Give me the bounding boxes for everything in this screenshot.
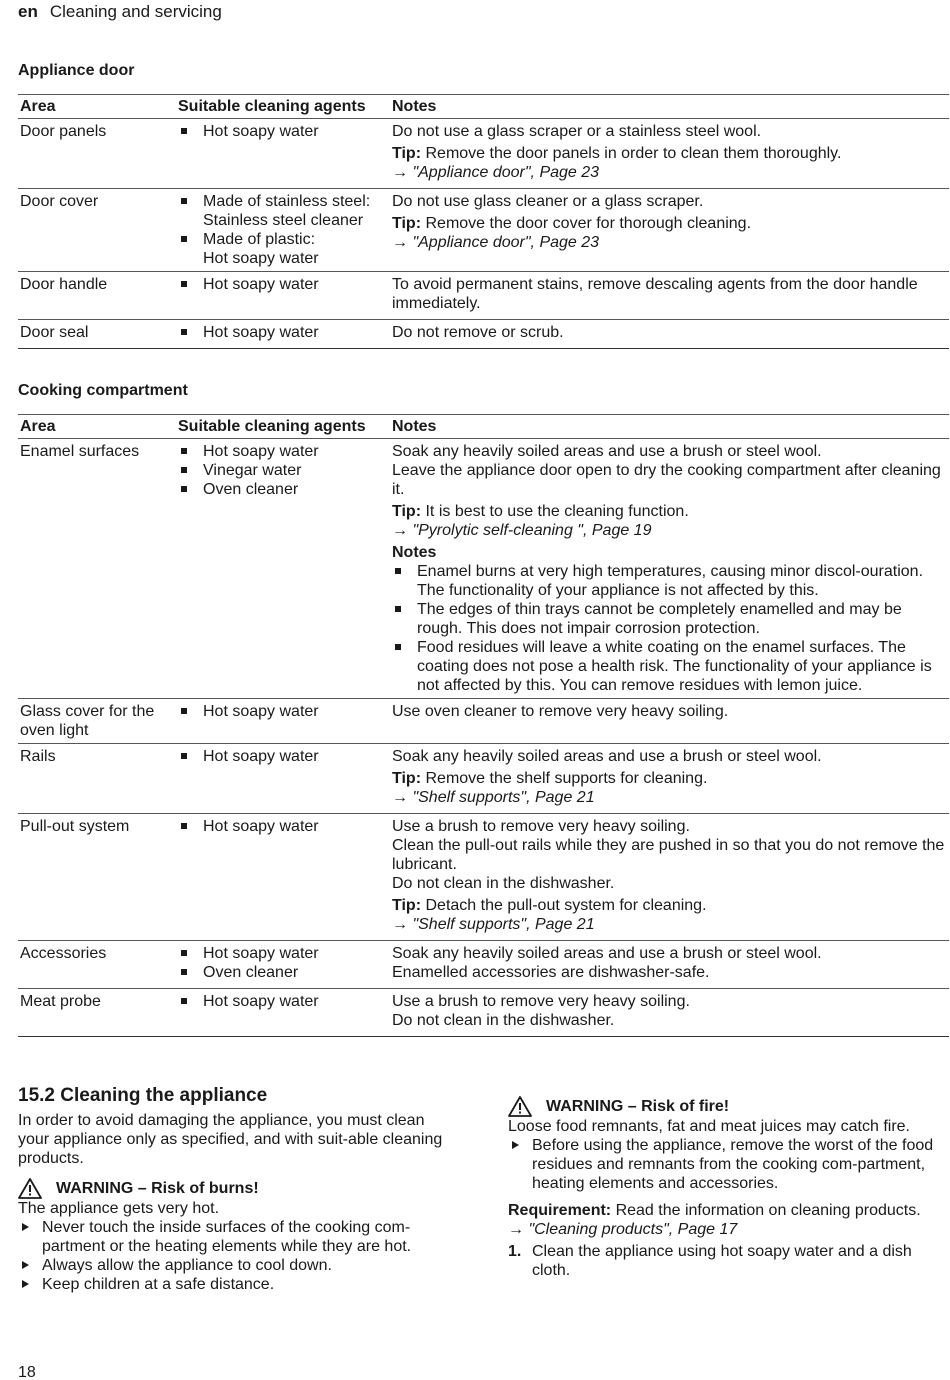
agents-list [178,817,388,836]
table-row [18,439,949,699]
notes-cell [390,272,949,320]
section-heading: 15.2 Cleaning the appliance [18,1085,268,1106]
column-header: Suitable cleaning agents [176,95,390,119]
tip-label: Tip: [392,770,422,787]
appliance-door-title: Appliance door [18,62,135,79]
tip-text [392,769,947,788]
agents-list [178,192,388,268]
list-item: Always allow the appliance to cool down. [18,1256,458,1275]
list-item: Before using the appliance, remove the worst of the food residues and remnants from the cooking com-partment, heating elements and accessories. [508,1136,948,1193]
agent-item: Hot soapy water [178,992,388,1011]
tip-body: Remove the door panels in order to clean them thoroughly. [425,145,842,162]
cross-reference-link[interactable]: → "Pyrolytic self-cleaning ", Page 19 [392,522,652,539]
fire-warning-list [508,1136,948,1193]
tip-body: It is best to use the cleaning function. [425,503,689,520]
note-text: Soak any heavily soiled areas and use a brush or steel wool. Leave the appliance door open to dry the cooking compartment after cleaning it. [392,443,941,498]
requirement-link[interactable]: → "Cleaning products", Page 17 [508,1221,738,1238]
table-row [18,119,949,189]
language-code: en [18,2,38,21]
tip-label: Tip: [392,503,422,520]
agents-cell [176,272,390,320]
area-cell: Door handle [18,272,176,320]
note-bullet: Enamel burns at very high temperatures, causing minor discol-ouration. The functionality of your appliance is not affected by this. [392,562,947,600]
agents-cell [176,189,390,272]
note-text: Do not use a glass scraper or a stainless steel wool. [392,123,762,140]
area-cell: Door seal [18,320,176,349]
notes-cell [390,439,949,699]
agent-item: Made of stainless steel: Stainless steel cleaner [178,192,388,230]
agents-list [178,944,388,982]
notes-cell [390,189,949,272]
cross-reference-link[interactable]: → "Shelf supports", Page 21 [392,916,595,933]
note-bullet: Food residues will leave a white coating on the enamel surfaces. The coating does not pose a health risk. The functionality of your appliance is not affected by this. You can remove residues with lemon juice. [392,638,947,695]
tip-body: Remove the door cover for thorough cleaning. [425,215,752,232]
table-row [18,272,949,320]
agents-cell [176,699,390,744]
tip-text [392,144,947,163]
area-cell: Enamel surfaces [18,439,176,699]
agents-list [178,747,388,766]
step-item [508,1242,948,1280]
tip-body: Detach the pull-out system for cleaning. [425,897,707,914]
tip-label: Tip: [392,897,422,914]
list-item: Keep children at a safe distance. [18,1275,458,1294]
table-row [18,744,949,814]
agent-item: Hot soapy water [178,323,388,342]
requirement-label: Requirement: [508,1202,612,1219]
step-text: Clean the appliance using hot soapy water and a dish cloth. [532,1243,912,1279]
section-name: Cleaning and servicing [49,2,222,21]
area-cell: Pull-out system [18,814,176,941]
agents-list [178,275,388,294]
note-text: Do not remove or scrub. [392,324,564,341]
table-row [18,189,949,272]
area-cell: Meat probe [18,989,176,1037]
column-header: Notes [390,415,949,439]
agent-item: Made of plastic: Hot soapy water [178,230,388,268]
notes-cell [390,744,949,814]
note-text: Soak any heavily soiled areas and use a brush or steel wool. [392,748,822,765]
notes-heading: Notes [392,544,437,561]
tip-text [392,214,947,233]
notes-cell [390,814,949,941]
step-number: 1. [508,1243,522,1260]
notes-cell [390,699,949,744]
cross-reference-link[interactable]: → "Shelf supports", Page 21 [392,789,595,806]
column-header: Area [18,95,176,119]
column-header: Suitable cleaning agents [176,415,390,439]
warning-title-text: WARNING – Risk of fire! [546,1098,730,1115]
steps-list [508,1242,948,1280]
cross-reference-link[interactable]: → "Appliance door", Page 23 [392,164,600,181]
note-text: To avoid permanent stains, remove descaling agents from the door handle immediately. [392,276,918,312]
note-text: Do not use glass cleaner or a glass scraper. [392,193,704,210]
agent-item: Hot soapy water [178,442,388,461]
agents-cell [176,989,390,1037]
agents-cell [176,320,390,349]
column-header: Notes [390,95,949,119]
note-bullet: The edges of thin trays cannot be completely enamelled and may be rough. This does not impair corrosion protection. [392,600,947,638]
burns-warning-text: The appliance gets very hot. [18,1200,220,1217]
agent-item: Hot soapy water [178,817,388,836]
agents-cell [176,814,390,941]
agent-item: Oven cleaner [178,963,388,982]
section-left-column [18,1086,458,1294]
tip-label: Tip: [392,145,422,162]
tip-text [392,896,947,915]
agent-item: Hot soapy water [178,122,388,141]
area-cell: Door cover [18,189,176,272]
burns-warning-list [18,1218,458,1294]
table-row [18,989,949,1037]
agent-item: Vinegar water [178,461,388,480]
section-right-column [508,1088,948,1280]
area-cell: Accessories [18,941,176,989]
tip-label: Tip: [392,215,422,232]
table-row [18,941,949,989]
table-row [18,814,949,941]
list-item: Never touch the inside surfaces of the cooking com-partment or the heating elements while they are hot. [18,1218,458,1256]
agent-item: Oven cleaner [178,480,388,499]
note-text: Use oven cleaner to remove very heavy soiling. [392,703,729,720]
section-intro: In order to avoid damaging the appliance, you must clean your appliance only as specified, and with suit-able cleaning products. [18,1112,443,1167]
note-text: Soak any heavily soiled areas and use a brush or steel wool. Enamelled accessories are dishwasher-safe. [392,945,822,981]
area-cell: Door panels [18,119,176,189]
cooking-compartment-table [18,414,949,1037]
notes-cell [390,941,949,989]
appliance-door-table [18,94,949,349]
notes-cell [390,119,949,189]
note-text: Use a brush to remove very heavy soiling. Do not clean in the dishwasher. [392,993,690,1029]
cooking-compartment-title: Cooking compartment [18,382,188,399]
agent-item: Hot soapy water [178,702,388,721]
agents-cell [176,941,390,989]
agents-list [178,442,388,499]
tip-text [392,502,947,521]
agents-list [178,323,388,342]
requirement-paragraph [508,1201,948,1220]
warning-title-text: WARNING – Risk of burns! [56,1180,259,1197]
page-header [18,2,222,21]
agents-list [178,992,388,1011]
table-row [18,699,949,744]
agents-cell [176,439,390,699]
fire-warning-text: Loose food remnants, fat and meat juices may catch fire. [508,1118,910,1135]
agents-cell [176,744,390,814]
note-text: Use a brush to remove very heavy soiling. Clean the pull-out rails while they are pushed in so that you do not remove the lubricant. Do not clean in the dishwasher. [392,818,945,892]
area-cell: Glass cover for the oven light [18,699,176,744]
cross-reference-link[interactable]: → "Appliance door", Page 23 [392,234,600,251]
column-header: Area [18,415,176,439]
warning-triangle-icon [18,1178,42,1199]
agent-item: Hot soapy water [178,747,388,766]
agents-cell [176,119,390,189]
agent-item: Hot soapy water [178,944,388,963]
table-row [18,320,949,349]
burns-warning-title [18,1178,458,1199]
page-number: 18 [18,1364,36,1380]
requirement-text: Read the information on cleaning products. [615,1202,921,1219]
agents-list [178,122,388,141]
area-cell: Rails [18,744,176,814]
agents-list [178,702,388,721]
notes-cell [390,320,949,349]
notes-bullet-list [392,562,947,695]
fire-warning-title [508,1096,948,1117]
agent-item: Hot soapy water [178,275,388,294]
notes-cell [390,989,949,1037]
warning-triangle-icon [508,1096,532,1117]
tip-body: Remove the shelf supports for cleaning. [425,770,708,787]
